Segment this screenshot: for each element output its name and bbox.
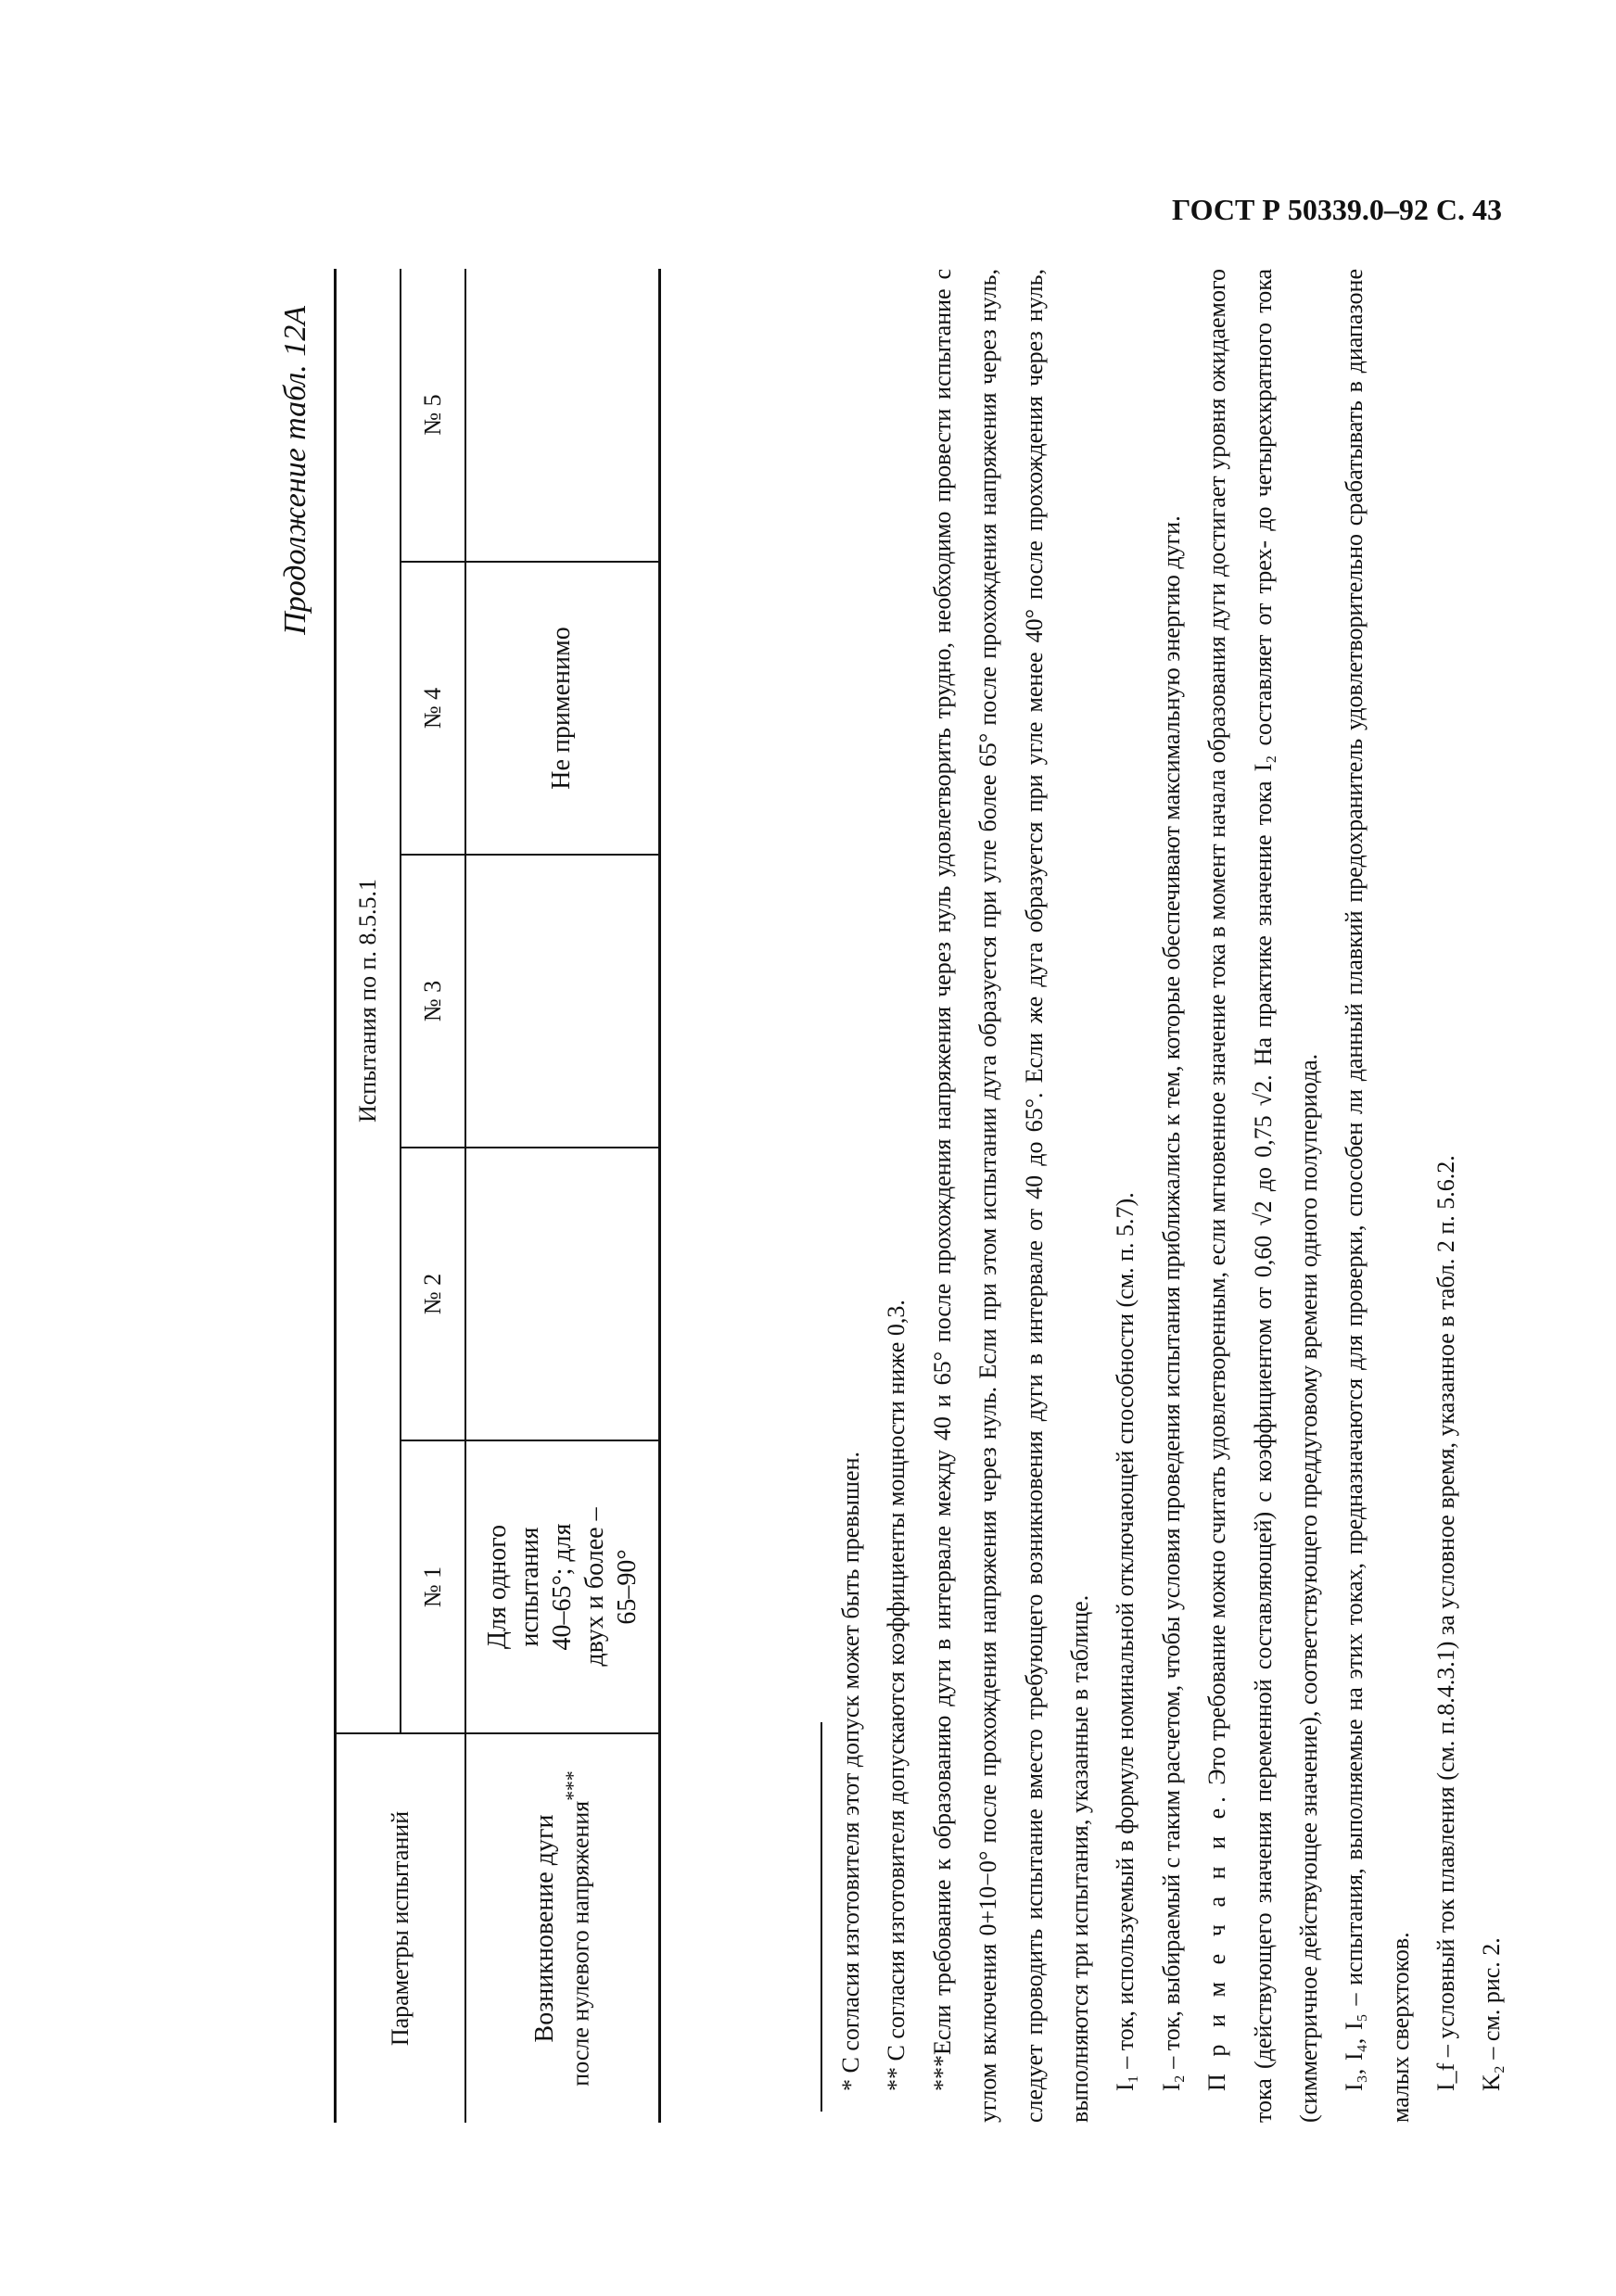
- test-4-header: № 4: [401, 562, 465, 855]
- row-label-arc-initiation: [465, 1733, 660, 2123]
- test-parameters-table: [334, 269, 661, 2123]
- table-continuation-caption: Продолжение табл. 12А: [278, 306, 312, 635]
- note-i2: I₂ – ток, выбираемый с таким расчетом, чтобы условия проведения испытания приближались к тем, которые обеспечивают максимальную энергию дуги.: [1157, 515, 1185, 2091]
- footnote-3: ***Если требование к образованию дуги в интервале между 40 и 65° после прохождения напряжения через нуль удовлетворить трудно, необходимо провести испытание с углом включения 0+10−0° после прохождения напряжения через нуль. Если при этом испытании дуга образуется при угле более 65° после прохождения напряжения через нуль, следует проводить испытание вместо требующего возникновения дуги в интервале от 40 до 65°. Если же дуга образуется при угле менее 40° после прохождения через нуль, выполняются три испытания, указанные в таблице.: [928, 269, 1093, 2123]
- note-heading: П р и м е ч а н и е.: [1203, 1791, 1231, 2091]
- test-3-header: № 3: [401, 855, 465, 1148]
- test1-line: испытания: [515, 1527, 544, 1647]
- note-body: Это требование можно считать удовлетворенным, если мгновенное значение тока в момент начала образования дуги достигает уровня ожидаемого тока (действующего значения переменной составляющей) с коэффициентом от 0,60 √2 до 0,75 √2. На практике значение тока I₂ составляет от трех- до четырехкратного тока (симметричное действующее значение), соответствующего преддуговому времени одного полупериода.: [1203, 268, 1322, 2123]
- footnotes-block: [821, 269, 1515, 2123]
- test-3-value: [465, 855, 660, 1148]
- note-if: I_f – условный ток плавления (см. п.8.4.3.1) за условное время, указанное в табл. 2 п. 5.6.2.: [1432, 1155, 1460, 2091]
- test-1-header: № 1: [401, 1440, 465, 1733]
- tests-group-header: Испытания по п. 8.5.5.1: [336, 269, 401, 1733]
- footnote-1: * С согласия изготовителя этот допуск может быть превышен.: [837, 1452, 864, 2091]
- test-5-value: [465, 269, 660, 562]
- rotated-page-content: [278, 250, 1506, 2141]
- row-label-line2: после нулевого напряжения***: [561, 1770, 594, 2087]
- row-label-line1: Возникновение дуги: [529, 1814, 559, 2043]
- test-2-header: № 2: [401, 1148, 465, 1440]
- test1-line: 40–65°; для: [547, 1523, 577, 1651]
- test1-line: 65–90°: [612, 1549, 642, 1625]
- footnote-2: ** С согласия изготовителя допускаются коэффициенты мощности ниже 0,3.: [883, 1300, 910, 2091]
- params-column-header: Параметры испытаний: [336, 1733, 465, 2123]
- test-1-value: [465, 1440, 660, 1733]
- test-4-value: Не применимо: [465, 562, 660, 855]
- test1-line: Для одного: [482, 1524, 512, 1650]
- note-paragraph: [1194, 269, 1331, 2123]
- test-5-header: № 5: [401, 269, 465, 562]
- footnote-rule: [821, 1722, 822, 2112]
- test1-line: двух и более –: [579, 1507, 609, 1667]
- note-i1: I₁ – ток, используемый в формуле номинальной отключающей способности (см. п. 5.7).: [1112, 1192, 1139, 2091]
- test-2-value: [465, 1148, 660, 1440]
- note-i345: I₃, I₄, I₅ – испытания, выполняемые на этих токах, предназначаются для проверки, способен ли данный плавкий предохранитель удовлетворительно срабатывать в диапазоне малых сверхтоков.: [1341, 269, 1414, 2123]
- page-header: ГОСТ Р 50339.0–92 С. 43: [1172, 193, 1502, 226]
- footnote-mark: ***: [561, 1770, 584, 1801]
- note-k2: K₂ – см. рис. 2.: [1478, 1937, 1506, 2091]
